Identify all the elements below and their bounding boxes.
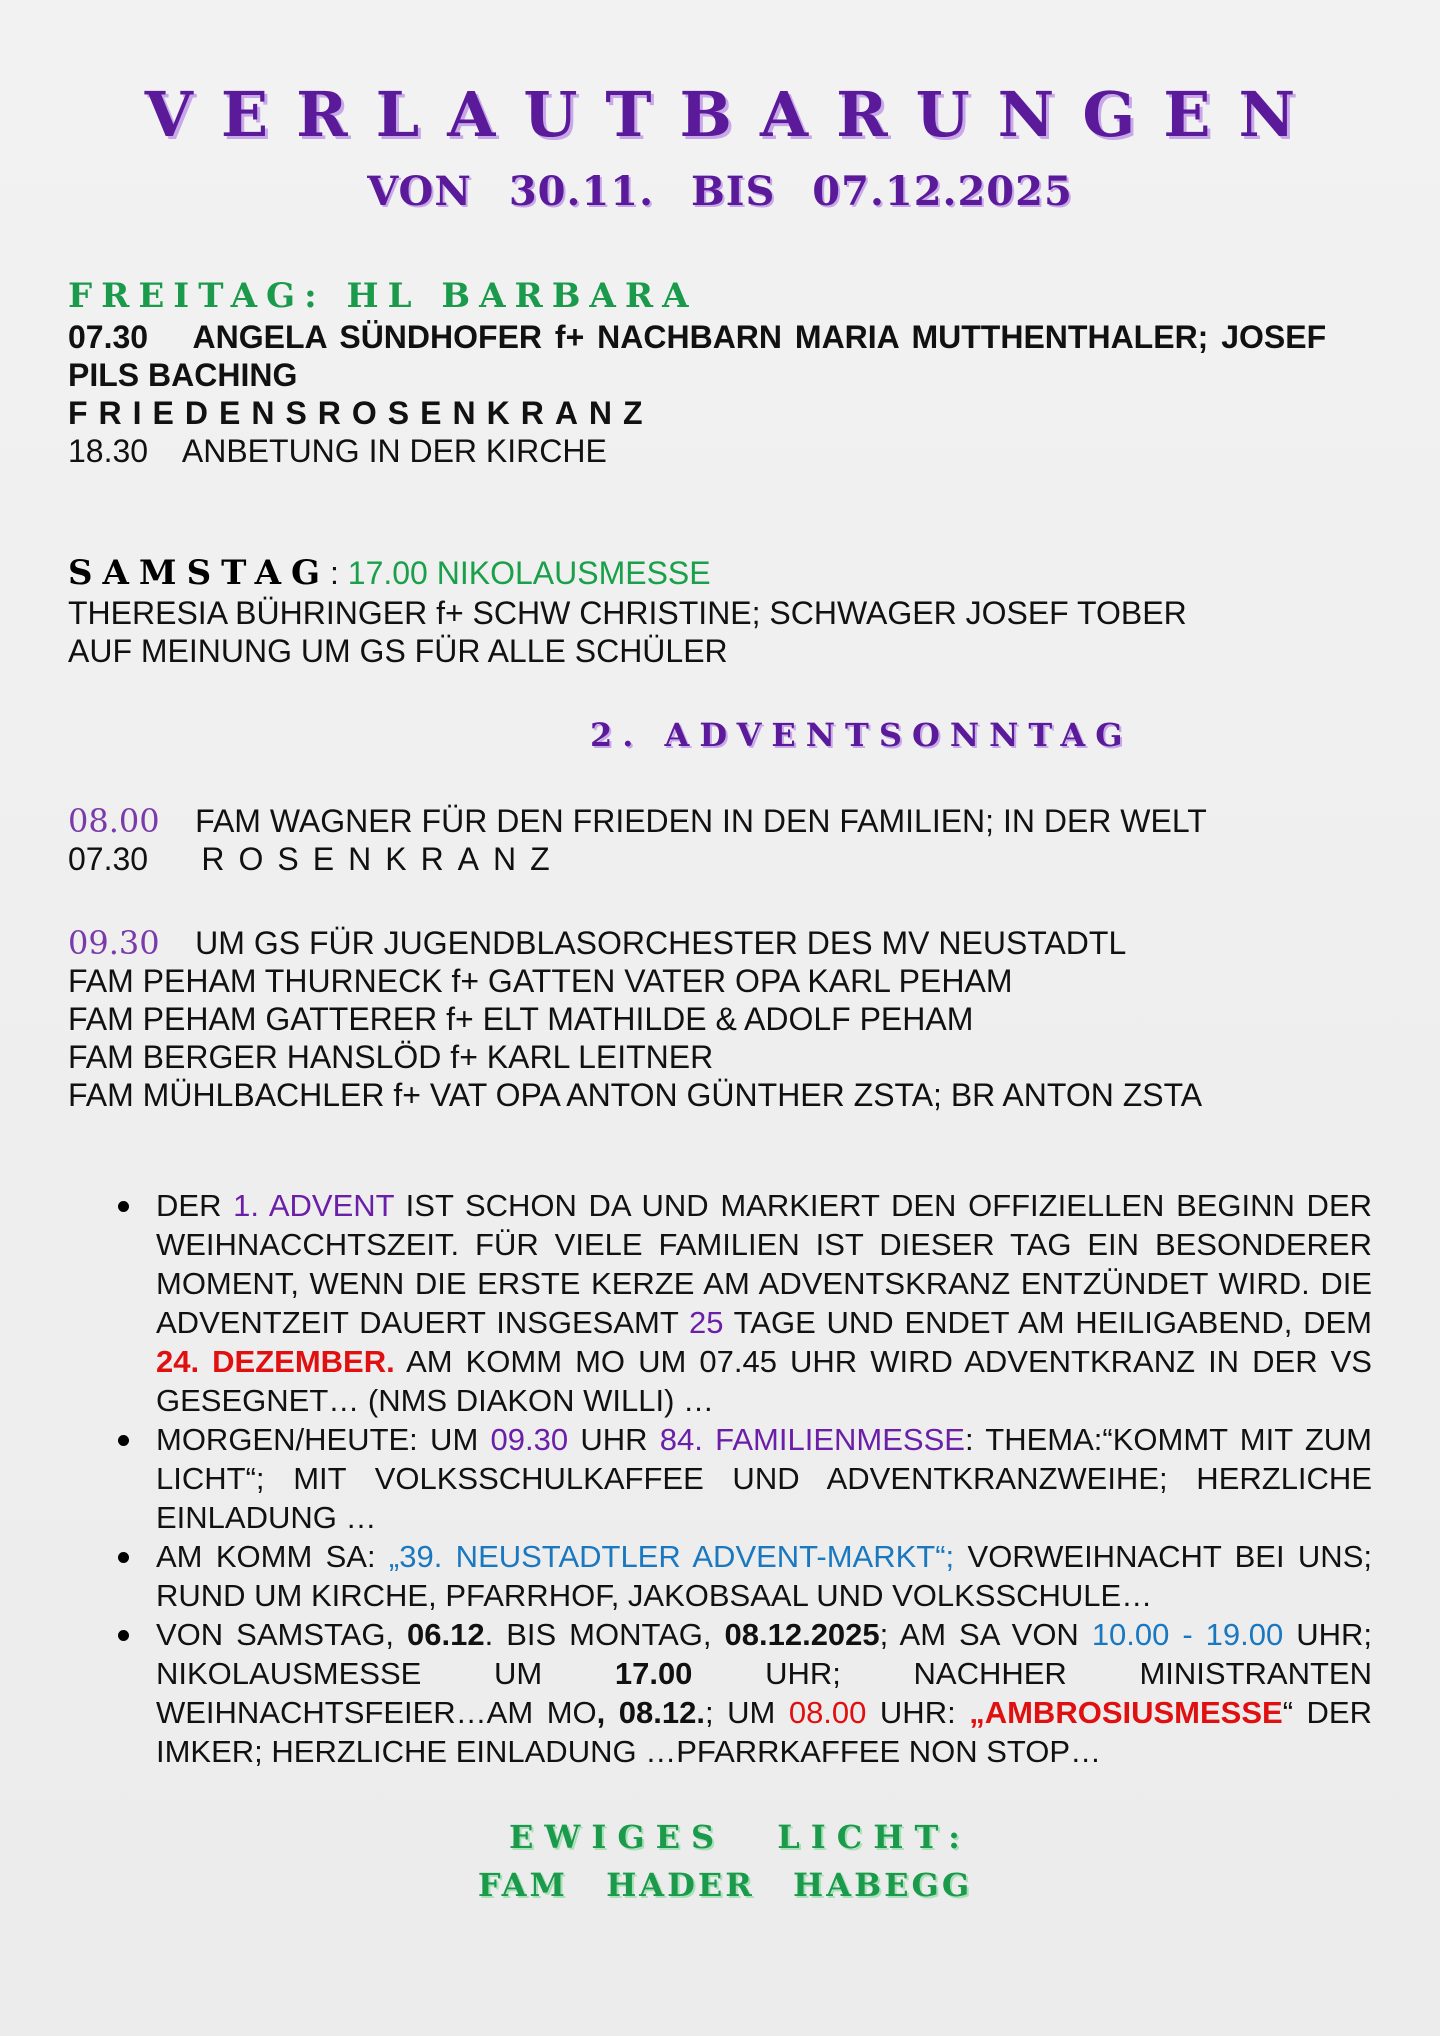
note-text: . BIS MONTAG, (484, 1617, 725, 1652)
note-text: AM KOMM SA: (156, 1539, 389, 1574)
note-highlight-bold: , 08.12. (596, 1695, 705, 1730)
note-text: TAGE UND ENDET AM HEILIGABEND, DEM (723, 1305, 1372, 1340)
note-highlight-red-n: 08.00 (788, 1695, 867, 1730)
intention-line: FAM MÜHLBACHLER f+ VAT OPA ANTON GÜNTHER ZSTA; BR ANTON ZSTA (68, 1077, 1203, 1113)
note-highlight-bold: 17.00 (614, 1656, 693, 1691)
friday-entry-morning (68, 318, 1373, 356)
entry-text: ANBETUNG IN DER KIRCHE (181, 433, 607, 469)
saturday-intention: THERESIA BÜHRINGER f+ SCHW CHRISTINE; SCHWAGER JOSEF TOBER (68, 595, 1187, 631)
entry-text-continuation: PILS BACHING (68, 357, 298, 393)
friday-rosary: FRIEDENSROSENKRANZ (68, 395, 654, 431)
saturday-intention: AUF MEINUNG UM GS FÜR ALLE SCHÜLER (68, 633, 728, 669)
note-text: VON SAMSTAG, (156, 1617, 408, 1652)
note-highlight-purple: 1. ADVENT (233, 1188, 395, 1223)
note-highlight-purple: 25 (688, 1305, 724, 1340)
intention-line: FAM BERGER HANSLÖD f+ KARL LEITNER (68, 1039, 714, 1075)
note-text: ; AM SA VON (879, 1617, 1092, 1652)
sunday-heading: 2. ADVENTSONNTAG (590, 716, 1133, 754)
eternal-light-heading: EWIGES LICHT: (509, 1818, 971, 1856)
entry-time: 18.30 (68, 433, 149, 469)
note-highlight-bold: 06.12 (407, 1617, 485, 1652)
note-text: MORGEN/HEUTE: UM (156, 1422, 491, 1457)
entry-text: UM GS FÜR JUGENDBLASORCHESTER DES MV NEUSTADTL (195, 925, 1127, 961)
note-text: VORWEIHNACHT BEI UNS; RUND UM KIRCHE, PFARRHOF, JAKOBSAAL UND VOLKSSCHULE… (156, 1539, 1372, 1613)
note-text: UHR; NIKOLAUSMESSE UM (156, 1617, 1373, 1691)
entry-text: FAM WAGNER FÜR DEN FRIEDEN IN DEN FAMILIEN; IN DER WELT (195, 803, 1207, 839)
entry-time: 09.30 (68, 924, 160, 962)
note-text: UHR; NACHHER MINISTRANTEN WEIHNACHTSFEIER…AM MO (156, 1656, 1372, 1730)
sunday-rosary (68, 840, 1373, 878)
note-highlight-purple: 84. FAMILIENMESSE (659, 1422, 965, 1457)
note-text: AM KOMM MO UM 07.45 UHR WIRD ADVENTKRANZ IN DER VS GESEGNET… (NMS DIAKON WILLI) … (156, 1344, 1372, 1418)
note-family-mass (156, 1420, 1372, 1537)
saturday-mass: 17.00 NIKOLAUSMESSE (347, 555, 711, 591)
entry-time: 07.30 (68, 841, 149, 877)
friday-entry-evening (68, 432, 1373, 470)
note-text: UHR (568, 1422, 660, 1457)
note-text: : THEMA:“KOMMT MIT ZUM LICHT“; MIT VOLKSSCHULKAFFEE UND ADVENTKRANZWEIHE; HERZLICHE EINLADUNG … (156, 1422, 1372, 1535)
sunday-morning-section (68, 802, 1373, 878)
notes-list (110, 1186, 1372, 1771)
note-highlight-purple: 09.30 (490, 1422, 569, 1457)
date-range-subtitle: VON 30.11. BIS 07.12.2025 (367, 168, 1073, 215)
sunday-entry-0800 (68, 802, 1373, 840)
friday-section (68, 276, 1373, 470)
note-text: DER (156, 1188, 234, 1223)
intention-line: FAM PEHAM THURNECK f+ GATTEN VATER OPA KARL PEHAM (68, 963, 1013, 999)
entry-time: 07.30 (68, 319, 149, 355)
saturday-heading: SAMSTAG (68, 553, 330, 593)
sunday-late-section (68, 924, 1373, 1114)
saturday-heading-line (68, 552, 1373, 594)
note-highlight-red: 24. DEZEMBER. (156, 1344, 395, 1379)
note-highlight-bold: 08.12.2025 (724, 1617, 880, 1652)
note-weekend-events (156, 1615, 1372, 1771)
saturday-section (68, 552, 1373, 670)
note-highlight-blue: 10.00 - 19.00 (1091, 1617, 1284, 1652)
heading-separator: : (329, 555, 339, 591)
entry-time: 08.00 (68, 802, 160, 840)
entry-text: ROSENKRANZ (201, 841, 564, 877)
intention-line: FAM PEHAM GATTERER f+ ELT MATHILDE & ADOLF PEHAM (68, 1001, 974, 1037)
note-highlight-blue: „39. NEUSTADTLER ADVENT-MARKT“; (388, 1539, 955, 1574)
eternal-light-family: FAM HADER HABEGG (477, 1866, 973, 1904)
note-text: UHR: (866, 1695, 970, 1730)
friday-heading: FREITAG: HL BARBARA (68, 276, 698, 316)
note-advent-market (156, 1537, 1372, 1615)
note-text: “ DER IMKER; HERZLICHE EINLADUNG …PFARRKAFFEE NON STOP… (156, 1695, 1372, 1769)
sunday-entry-0930 (68, 924, 1373, 962)
page-title: VERLAUTBARUNGEN (144, 78, 1324, 151)
entry-text: ANGELA SÜNDHOFER f+ NACHBARN MARIA MUTTHENTHALER; JOSEF (192, 319, 1327, 355)
note-text: ; UM (704, 1695, 789, 1730)
note-text: IST SCHON DA UND MARKIERT DEN OFFIZIELLEN BEGINN DER WEIHNACCHTSZEIT. FÜR VIELE FAMILIEN IST DIESER TAG EIN BESONDERER MOMENT, WENN DIE ERSTE KERZE AM ADVENTSKRANZ ENTZÜNDET WIRD. DIE ADVENTZEIT DAUERT INSGESAMT (156, 1188, 1373, 1340)
note-advent (156, 1186, 1372, 1420)
note-highlight-red: „AMBROSIUSMESSE (969, 1695, 1283, 1730)
